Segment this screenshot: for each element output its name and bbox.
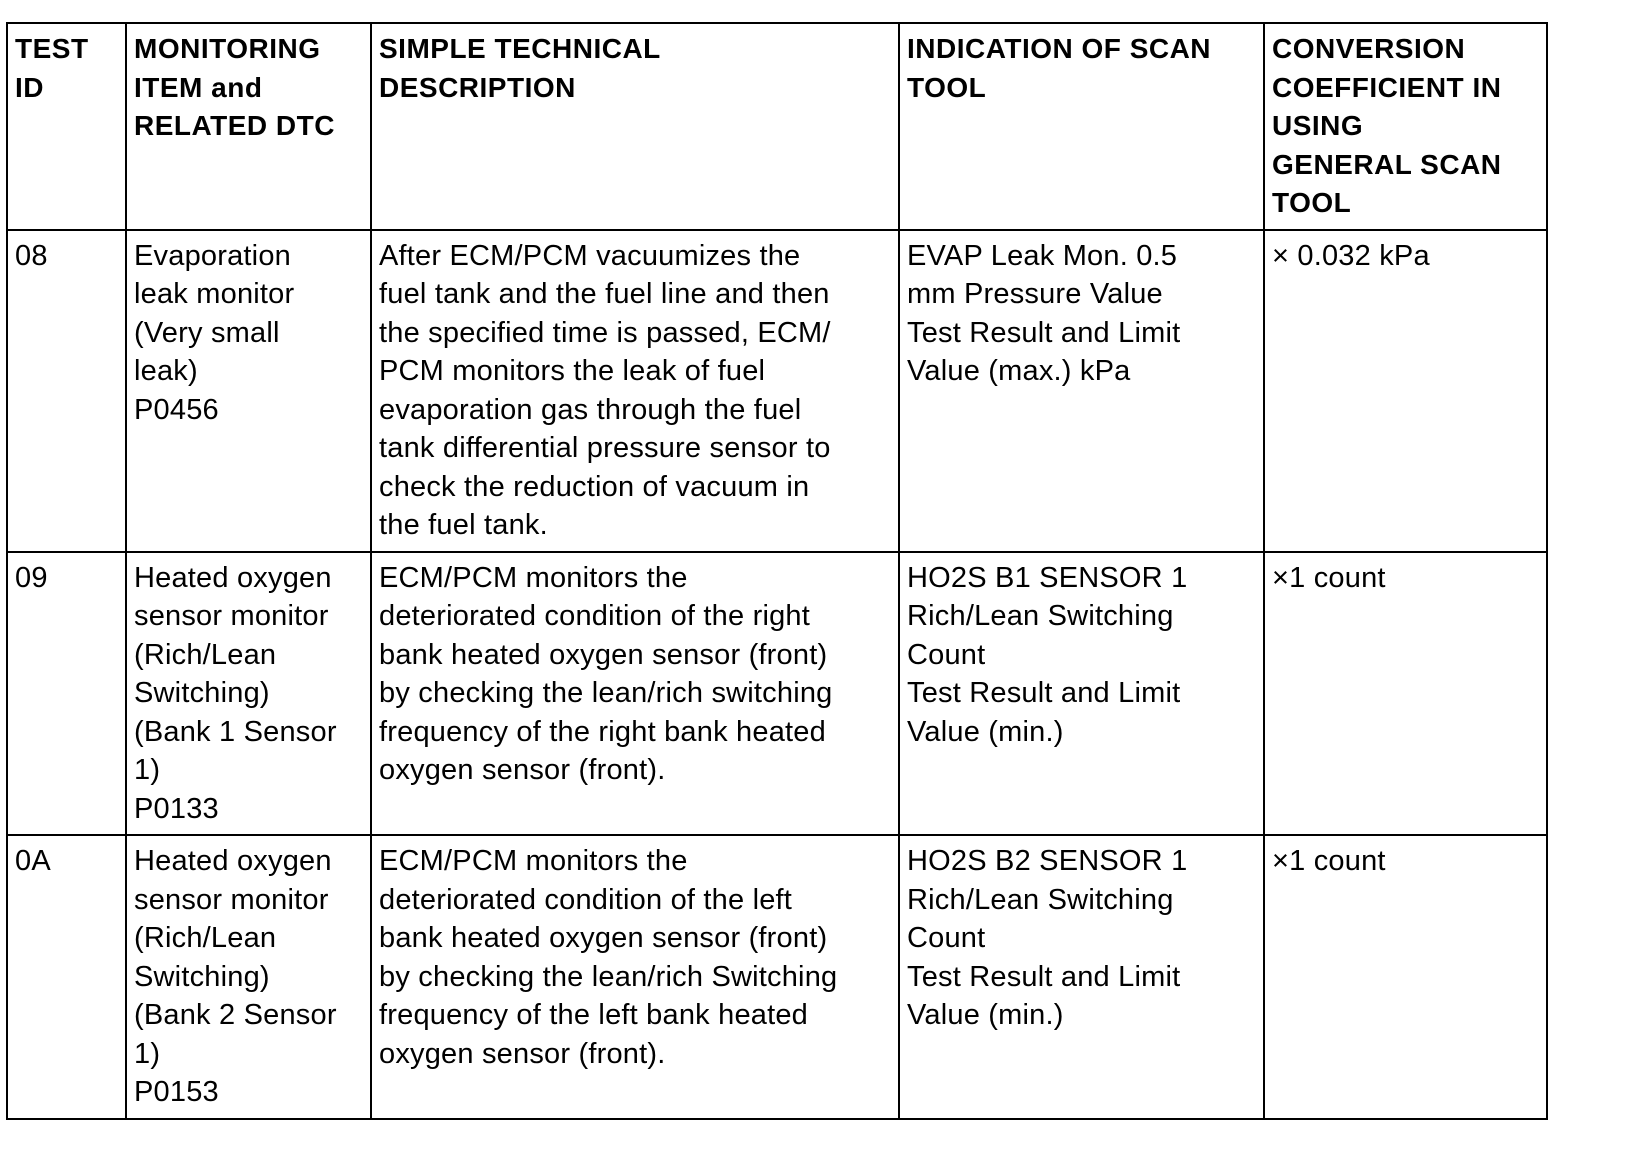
cell-monitoring-item: Evaporation leak monitor (Very small leak) P0456	[126, 230, 371, 552]
header-scan-tool-indication: INDICATION OF SCAN TOOL	[899, 23, 1264, 230]
header-test-id: TEST ID	[7, 23, 126, 230]
cell-monitoring-item: Heated oxygen sensor monitor (Rich/Lean Switching) (Bank 2 Sensor 1) P0153	[126, 835, 371, 1119]
header-technical-description: SIMPLE TECHNICAL DESCRIPTION	[371, 23, 899, 230]
header-conversion-coefficient: CONVERSION COEFFICIENT IN USING GENERAL SCAN TOOL	[1264, 23, 1547, 230]
cell-test-id: 0A	[7, 835, 126, 1119]
cell-description: ECM/PCM monitors the deteriorated condition of the right bank heated oxygen sensor (front) by checking the lean/rich switching frequency of the right bank heated oxygen sensor (front).	[371, 552, 899, 836]
monitor-test-table	[6, 22, 1548, 1120]
header-monitoring-item: MONITORING ITEM and RELATED DTC	[126, 23, 371, 230]
cell-test-id: 09	[7, 552, 126, 836]
cell-monitoring-item: Heated oxygen sensor monitor (Rich/Lean Switching) (Bank 1 Sensor 1) P0133	[126, 552, 371, 836]
cell-conversion: ×1 count	[1264, 835, 1547, 1119]
table-row	[7, 552, 1547, 836]
cell-indication: HO2S B2 SENSOR 1 Rich/Lean Switching Count Test Result and Limit Value (min.)	[899, 835, 1264, 1119]
table-header-row	[7, 23, 1547, 230]
monitor-table-container	[6, 22, 1548, 1120]
cell-indication: HO2S B1 SENSOR 1 Rich/Lean Switching Count Test Result and Limit Value (min.)	[899, 552, 1264, 836]
table-row	[7, 230, 1547, 552]
cell-description: After ECM/PCM vacuumizes the fuel tank and the fuel line and then the specified time is passed, ECM/ PCM monitors the leak of fuel evaporation gas through the fuel tank differential pressure sensor to check the reduction of vacuum in the fuel tank.	[371, 230, 899, 552]
table-row	[7, 835, 1547, 1119]
cell-indication: EVAP Leak Mon. 0.5 mm Pressure Value Test Result and Limit Value (max.) kPa	[899, 230, 1264, 552]
cell-description: ECM/PCM monitors the deteriorated condition of the left bank heated oxygen sensor (front) by checking the lean/rich Switching frequency of the left bank heated oxygen sensor (front).	[371, 835, 899, 1119]
cell-test-id: 08	[7, 230, 126, 552]
cell-conversion: ×1 count	[1264, 552, 1547, 836]
cell-conversion: × 0.032 kPa	[1264, 230, 1547, 552]
